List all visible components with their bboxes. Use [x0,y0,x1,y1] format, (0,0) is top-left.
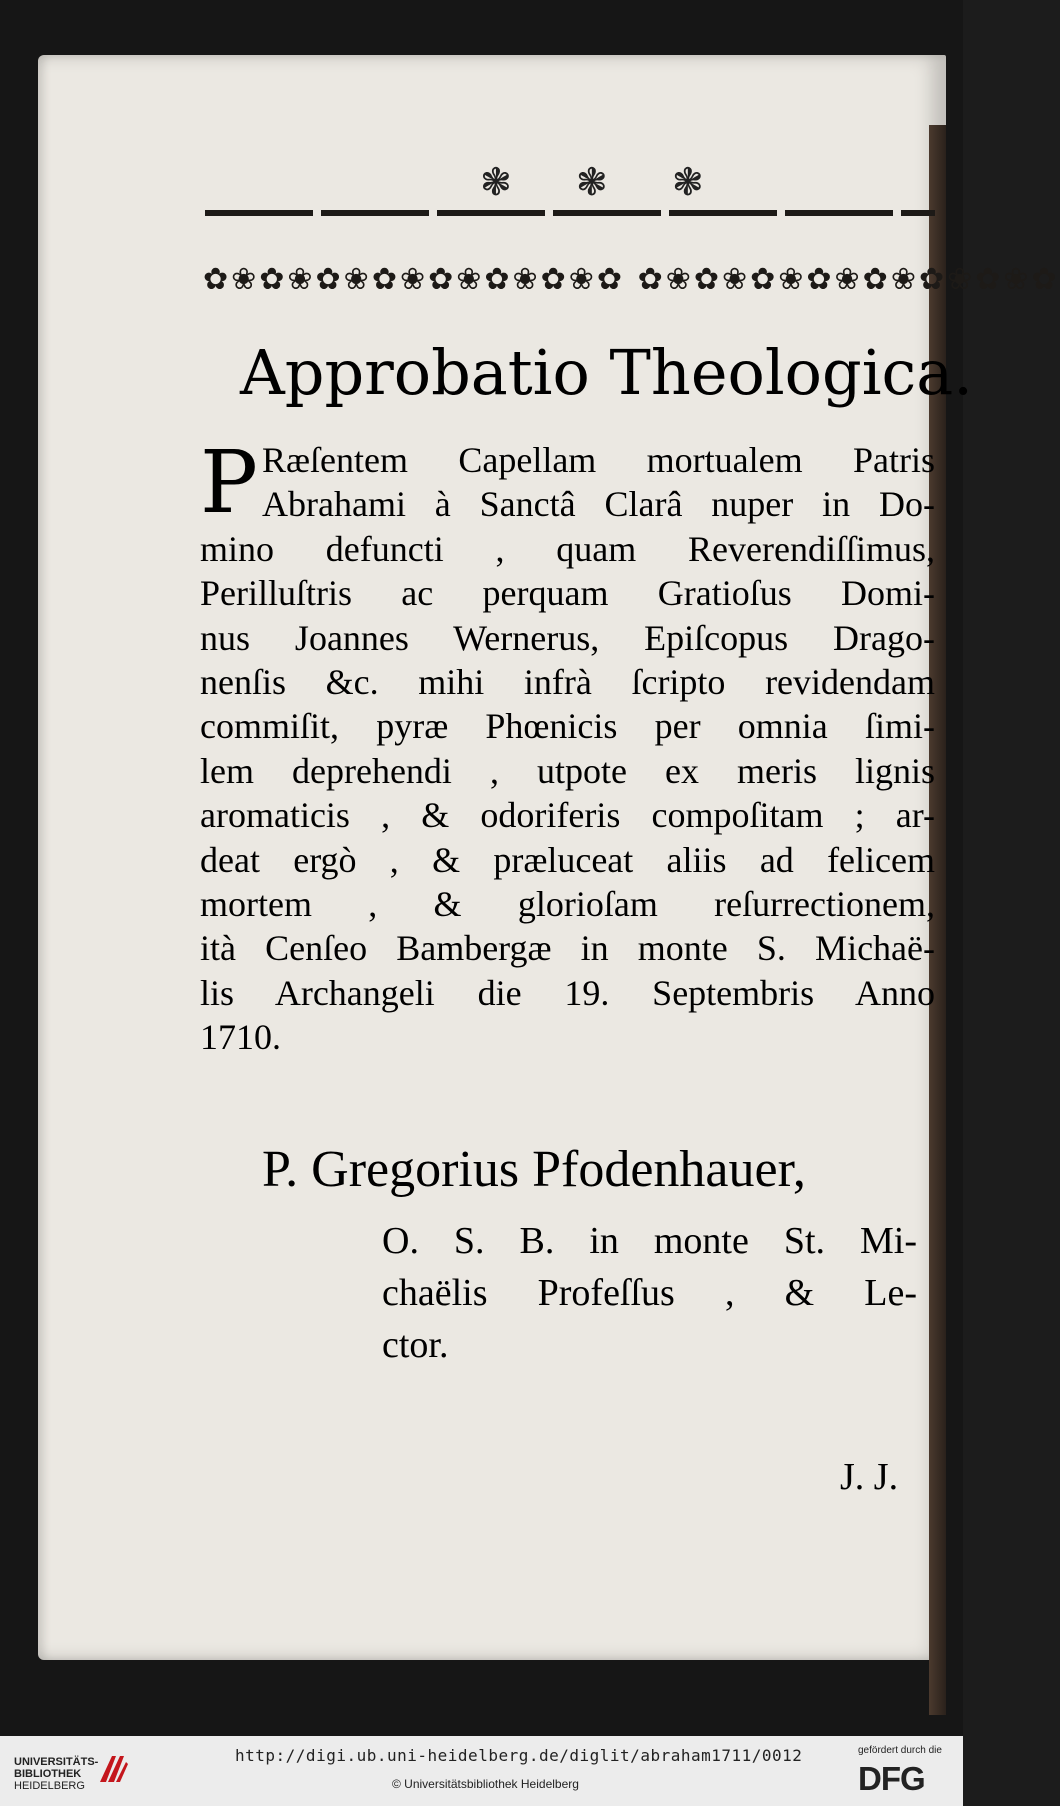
catchword: J. J. [840,1456,899,1498]
page-title: Approbatio Theologica. [240,336,973,409]
text-line: commiſit, pyræ Phœnicis per omnia ſimi- [200,706,935,747]
top-ornament: ❃ ❃ ❃ [480,160,730,204]
text-line: nenſis &c. mihi infrà ſcripto revidendam [200,662,935,703]
signatory-line: ctor. [382,1324,449,1366]
text-line: deat ergò , & præluceat aliis ad felicem [200,839,935,880]
viewer-footer [0,1736,963,1806]
ornamental-border: ✿❀✿❀✿❀✿❀✿❀✿❀✿❀✿ ✿❀✿❀✿❀✿❀✿❀✿❀✿❀✿ [203,262,1060,297]
library-emblem-icon [96,1752,130,1786]
text-line: lem deprehendi , utpote ex meris lignis [200,750,935,791]
text-line: lis Archangeli die 19. Septembris Anno [200,972,935,1013]
signatory-line: O. S. B. in monte St. Mi- [382,1220,917,1262]
approbation-text [200,433,935,1060]
text-line: 1710. [200,1017,281,1058]
library-name-line3: HEIDELBERG [14,1780,85,1792]
permalink-url[interactable]: http://digi.ub.uni-heidelberg.de/diglit/abraham1711/0012 [235,1746,803,1765]
text-line: Ræſentem Capellam mortualem Patris [262,440,935,480]
funding-label: gefördert durch die [858,1745,942,1756]
signatory-title [382,1215,917,1371]
text-line: mortem , & glorioſam reſurrectionem, [200,884,935,925]
drop-capital: P [200,433,258,533]
library-name-line1: UNIVERSITÄTS- [14,1756,99,1768]
decorative-rule [205,210,935,216]
text-line: mino defuncti , quam Reverendiſſimus, [200,528,935,569]
text-line: Abrahami à Sanctâ Clarâ nuper in Do- [262,484,935,525]
text-line: Perilluſtris ac perquam Gratioſus Domi- [200,573,935,614]
library-name-line2: BIBLIOTHEK [14,1768,82,1780]
signatory-name: P. Gregorius Pfodenhauer, [262,1141,806,1198]
text-line: ità Cenſeo Bambergæ in monte S. Michaë- [200,928,935,969]
dfg-logo[interactable]: DFG [858,1760,925,1797]
text-line: nus Joannes Wernerus, Epiſcopus Drago- [200,617,935,658]
library-logo[interactable] [14,1756,98,1792]
copyright-notice: © Universitätsbibliothek Heidelberg [392,1777,579,1791]
text-line: aromaticis , & odoriferis compoſitam ; ar- [200,795,935,836]
signatory-line: chaëlis Profeſſus , & Le- [382,1272,917,1314]
